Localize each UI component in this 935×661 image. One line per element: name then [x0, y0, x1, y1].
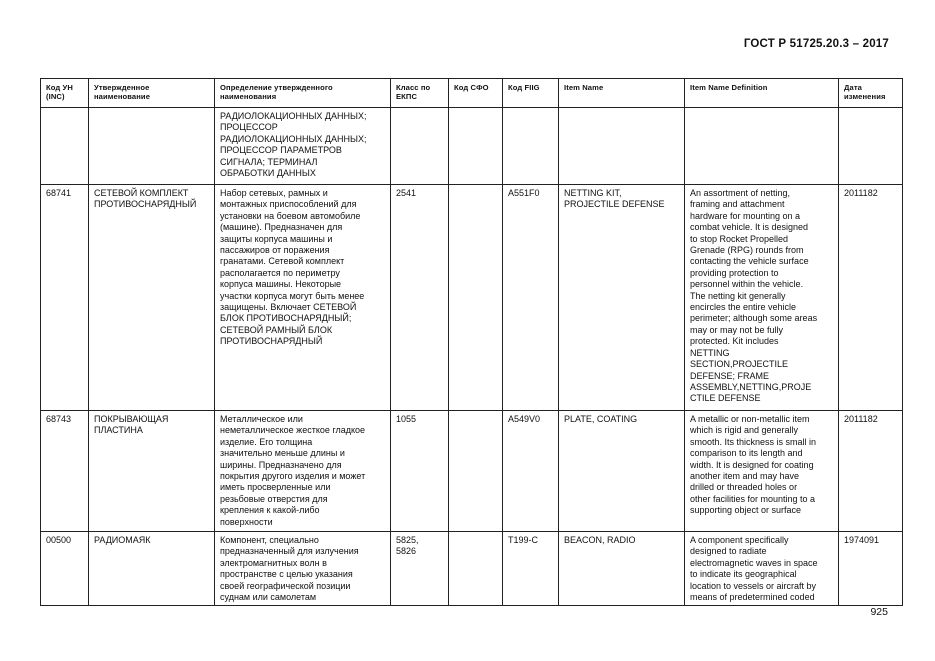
cell-definition: Компонент, специально предназначенный для излучения электромагнитных волн в пространстве с целью указания своей географической позиции суднам или самолетам [215, 532, 391, 606]
cell-item-name: PLATE, COATING [559, 411, 685, 532]
cell-item-definition: A component specifically designed to radiate electromagnetic waves in space to indicate its geographical location to vessels or aircraft by means of predetermined coded [685, 532, 839, 606]
column-header-definition: Определение утвержденного наименования [215, 79, 391, 108]
cell-item-definition: An assortment of netting, framing and attachment hardware for mounting on a combat vehicle. It is designed to stop Rocket Propelled Grenade (RPG) rounds from contacting the vehicle surface providing protection to personnel within the vehicle. The netting kit generally encircles the entire vehicle perimeter; although some areas may or may not be fully protected. Kit includes NETTING SECTION,PROJECTILE DEFENSE; FRAME ASSEMBLY,NETTING,PROJE CTILE DEFENSE [685, 185, 839, 411]
column-header-item-name: Item Name [559, 79, 685, 108]
cell-date [839, 108, 903, 185]
column-header-class: Класс по ЕКПС [391, 79, 449, 108]
column-header-approved-name: Утвержденное наименование [89, 79, 215, 108]
cell-fiig: A549V0 [503, 411, 559, 532]
cell-date: 1974091 [839, 532, 903, 606]
cell-fiig: T199-C [503, 532, 559, 606]
cell-inc [41, 108, 89, 185]
column-header-sfo: Код СФО [449, 79, 503, 108]
nomenclature-table [40, 78, 903, 606]
cell-approved-name: ПОКРЫВАЮЩАЯ ПЛАСТИНА [89, 411, 215, 532]
cell-class: 1055 [391, 411, 449, 532]
cell-fiig [503, 108, 559, 185]
column-header-fiig: Код FIIG [503, 79, 559, 108]
cell-sfo [449, 185, 503, 411]
cell-inc: 68741 [41, 185, 89, 411]
column-header-item-definition: Item Name Definition [685, 79, 839, 108]
cell-inc: 68743 [41, 411, 89, 532]
cell-approved-name [89, 108, 215, 185]
cell-class: 2541 [391, 185, 449, 411]
table-row [41, 532, 903, 606]
table-row [41, 185, 903, 411]
table-row [41, 411, 903, 532]
cell-date: 2011182 [839, 411, 903, 532]
page-number: 925 [870, 606, 888, 618]
cell-item-definition: A metallic or non-metallic item which is rigid and generally smooth. Its thickness is small in comparison to its length and width. It is designed for coating another item and may have drilled or threaded holes or other facilities for mounting to a supporting object or surface [685, 411, 839, 532]
document-standard-code: ГОСТ Р 51725.20.3 – 2017 [743, 38, 889, 50]
cell-class [391, 108, 449, 185]
cell-item-name: NETTING KIT, PROJECTILE DEFENSE [559, 185, 685, 411]
cell-fiig: A551F0 [503, 185, 559, 411]
cell-item-definition [685, 108, 839, 185]
cell-inc: 00500 [41, 532, 89, 606]
cell-approved-name: РАДИОМАЯК [89, 532, 215, 606]
cell-sfo [449, 108, 503, 185]
cell-item-name [559, 108, 685, 185]
cell-item-name: BEACON, RADIO [559, 532, 685, 606]
table-header-row [41, 79, 903, 108]
column-header-inc: Код УН (INC) [41, 79, 89, 108]
column-header-date: Дата изменения [839, 79, 903, 108]
cell-definition: РАДИОЛОКАЦИОННЫХ ДАННЫХ; ПРОЦЕССОР РАДИОЛОКАЦИОННЫХ ДАННЫХ; ПРОЦЕССОР ПАРАМЕТРОВ СИГНАЛА; ТЕРМИНАЛ ОБРАБОТКИ ДАННЫХ [215, 108, 391, 185]
cell-sfo [449, 532, 503, 606]
cell-approved-name: СЕТЕВОЙ КОМПЛЕКТ ПРОТИВОСНАРЯДНЫЙ [89, 185, 215, 411]
cell-definition: Металлическое или неметаллическое жесткое гладкое изделие. Его толщина значительно меньше длины и ширины. Предназначено для покрытия другого изделия и может иметь просверленные или резьбовые отверстия для крепления к какой-либо поверхности [215, 411, 391, 532]
cell-sfo [449, 411, 503, 532]
table-row [41, 108, 903, 185]
cell-date: 2011182 [839, 185, 903, 411]
cell-definition: Набор сетевых, рамных и монтажных приспособлений для установки на боевом автомобиле (машине). Предназначен для защиты корпуса машины и пассажиров от поражения гранатами. Сетевой комплект располагается по периметру корпуса машины. Некоторые участки корпуса могут быть менее защищены. Включает СЕТЕВОЙ БЛОК ПРОТИВОСНАРЯДНЫЙ; СЕТЕВОЙ РАМНЫЙ БЛОК ПРОТИВОСНАРЯДНЫЙ [215, 185, 391, 411]
cell-class: 5825, 5826 [391, 532, 449, 606]
